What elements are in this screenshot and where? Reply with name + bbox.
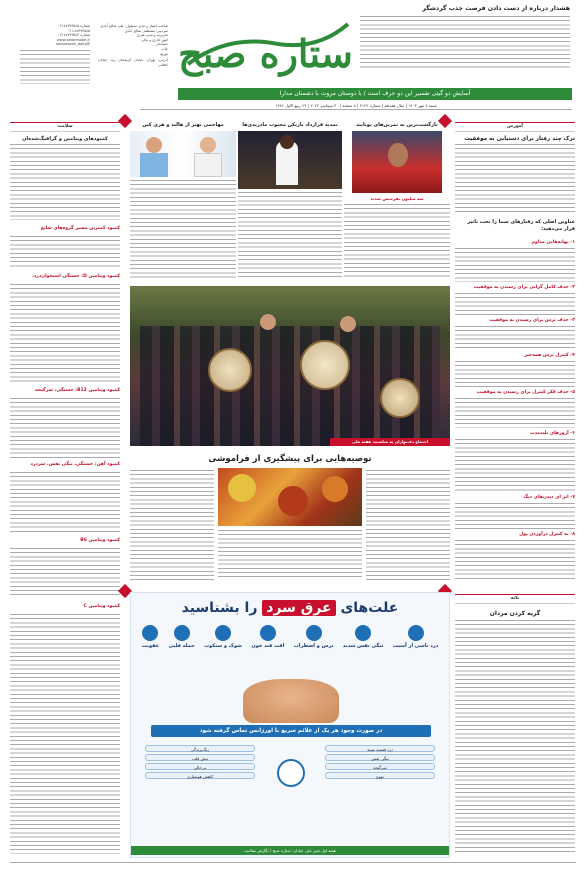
- salamat-label: سلامت: [10, 122, 120, 132]
- title-part: علت‌های: [340, 600, 399, 616]
- info-left-line: شماره ۰۲۱۸۸۳۷۳۵۸۳: [57, 33, 90, 38]
- info-left-line: www.setaresobh.ir: [56, 37, 90, 42]
- page-bottom-rule: [10, 862, 576, 863]
- amozesh-column: [455, 122, 575, 584]
- info-left-line: شماره ۰۲۱۸۸۳۷۳۵۸۵: [57, 24, 90, 28]
- infographic-title: [131, 599, 449, 617]
- salamat-headline: کمبود ویتامین C: [83, 604, 120, 609]
- sign-box: درد قفسه سینه: [325, 745, 435, 752]
- amozesh-subtitle: عناوین اصلی که رفتارهای شما را تحت تاثیر قرار می‌دهند:: [467, 219, 575, 232]
- sign-box: تهوع: [325, 772, 435, 779]
- salamat-headline: کمبود ویتامین B12: خستگی، سرگیجه: [35, 388, 120, 393]
- info-right-line: امور اداری و مالی: [141, 37, 168, 42]
- symptom: درد ناشی از آسیب: [393, 625, 439, 649]
- symptom: شوک و سنکوپ: [204, 625, 242, 649]
- lead-story-title: هشدار درباره از دست دادن فرصت جذب گردشگر: [422, 5, 570, 12]
- story-title: مهاجمی بهتر از هالند و هری کین: [142, 122, 224, 128]
- masthead: [0, 0, 586, 88]
- sign-box: سرگیجه: [325, 763, 435, 770]
- story-title: بازگشت‌ترین به تمرین‌های یونایتد: [356, 122, 438, 128]
- heart-icon: [174, 625, 190, 641]
- salamat-column: [10, 122, 120, 856]
- symptom-row: [131, 625, 449, 649]
- frame-drum: [300, 340, 350, 390]
- info-right-line: چاپ: [161, 46, 168, 51]
- shock-icon: [215, 625, 231, 641]
- story-madrid[interactable]: [238, 122, 342, 282]
- food-story[interactable]: [130, 452, 450, 582]
- dateline: شنبه ۸ مهر ۱۴۰۳ | سال هفدهم | شماره ۴۱۲۲ | ۸ صفحه | ۳۰ سپتامبر ۲۰۲۴ | ۲۴ ربیع الاول ۱۴۴۶: [140, 102, 572, 110]
- top-stories: [130, 122, 450, 282]
- symptom: ترس و اضطراب: [294, 625, 334, 649]
- amozesh-item: ۴- کنترل ترس همه‌چیز: [524, 353, 575, 358]
- salamat-headline: کمبود ویتامین D: خستگی استخوان‌درد،: [32, 274, 120, 279]
- symptom: تنگی نفس شدید: [343, 625, 383, 649]
- sign-box: بی‌حالی: [145, 763, 255, 770]
- sign-box: تپش قلب: [145, 754, 255, 761]
- address: آدرس: تهران، خیابان کریمخان زند، خیابان خاقانی: [98, 58, 168, 67]
- logo-text: ستاره صبح: [178, 31, 353, 76]
- story-sub: سه میلیون نفرحبس شدند: [370, 196, 424, 201]
- sign-box: رنگ‌پریدگی: [145, 745, 255, 752]
- amozesh-label: آموزش: [455, 122, 575, 132]
- infographic-footer: هفته اول شیر علی خیابان: ستاره صبح / نگارش سلامت: [131, 846, 449, 855]
- publisher-info-left: [20, 24, 90, 47]
- title-part: را بشناسید: [181, 600, 258, 616]
- frame-drum: [380, 378, 420, 418]
- story-photo: [130, 131, 236, 177]
- symptom: عفونت: [142, 625, 159, 649]
- food-title: توصیه‌هایی برای پیشگیری از فراموشی: [208, 454, 372, 464]
- pain-icon: [408, 625, 424, 641]
- strapline: آسایش دو گیتی تفسیر این دو حرف است / با دوستان مروت با دشمنان مدارا: [178, 88, 572, 100]
- medical-emblem-icon: [277, 759, 305, 787]
- nokte-title[interactable]: گریه کردن مردان: [489, 610, 541, 617]
- story-striker[interactable]: [130, 122, 236, 282]
- info-right-line: حسابدار: [155, 42, 168, 47]
- sugar-icon: [260, 625, 276, 641]
- breath-icon: [355, 625, 371, 641]
- amozesh-item: ۵- حذف فکر کنترل برای رسیدن به موفقیت: [476, 390, 575, 395]
- salamat-headline: کمبود آهن: خستگی، تنگی نفس، سردرد: [30, 462, 120, 467]
- amozesh-item: ۸- به کنترل درآوردن پول: [519, 532, 575, 537]
- sweating-figure: [243, 679, 339, 723]
- sign-box: تنگی نفس: [325, 754, 435, 761]
- amozesh-title[interactable]: ترک چند رفتار برای دستیابی به موفقیت: [464, 136, 575, 142]
- story-united[interactable]: [344, 122, 450, 282]
- nokte-column: [455, 594, 575, 856]
- main-photo[interactable]: [130, 286, 450, 446]
- warning-banner: در صورت وجود هر یک از علائم سریع با اورژانس تماس گرفته شود: [151, 725, 431, 737]
- logo: [168, 14, 358, 90]
- amozesh-item: ۶- آروزهای بلند‌مدت: [530, 431, 575, 436]
- symptom: حمله قلبی: [169, 625, 195, 649]
- title-highlight: عرق سرد: [262, 600, 335, 616]
- signs-left: [145, 743, 255, 781]
- story-photo: [352, 131, 442, 193]
- story-title: تمدید قرارداد بازیکن محبوب مادریدی‌ها: [242, 122, 338, 128]
- info-right-line: توزیع: [160, 51, 168, 56]
- info-left-line: @setaresobh_daily: [56, 42, 90, 47]
- info-right-line: سردبیر: مصطفی صالح آبادی: [124, 28, 168, 33]
- salamat-headline: کمبود ویتامین B6: [80, 538, 120, 543]
- frame-drum: [208, 348, 252, 392]
- salamat-headline: کمبود کمترین مسیر گروه‌های شایع: [40, 226, 120, 231]
- signs-right: [325, 743, 435, 781]
- lead-story[interactable]: [360, 4, 570, 70]
- info-right-line: تحریریه و مدیر هنری: [137, 33, 168, 38]
- publisher-info-right: [98, 24, 168, 67]
- infographic: [130, 592, 450, 858]
- amozesh-item: ۳- حذف ترس برای رسیدن به موفقیت: [489, 318, 575, 323]
- salamat-headline[interactable]: کمبود‌های ویتامین و گرافیگ‌شده‌ان: [22, 136, 108, 142]
- fear-icon: [306, 625, 322, 641]
- nokte-label: نکته: [455, 594, 575, 604]
- infection-icon: [142, 625, 158, 641]
- amozesh-item: ۱- بهانه‌هایی مداوم: [531, 240, 575, 245]
- story-photo: [238, 131, 342, 189]
- sign-box: کاهش هوشیاری: [145, 772, 255, 779]
- amozesh-item: ۲- حذف کامل گرایی برای رسیدن به موفقیت: [473, 285, 575, 290]
- info-left-line: ۰۲۱-۸۸۳۷۳۵۸۵: [67, 28, 90, 33]
- info-right-line: صاحب امتیاز و مدیر مسئول: علی صالح آبادی: [100, 24, 168, 28]
- food-photo: [218, 468, 362, 526]
- photo-caption: اجتماع دف‌نوازان به مناسبت هفته ملی: [330, 438, 450, 446]
- amozesh-item: ۷- اثر ای دیدن‌های دنگ: [523, 495, 575, 500]
- symptom: افت قند خون: [251, 625, 284, 649]
